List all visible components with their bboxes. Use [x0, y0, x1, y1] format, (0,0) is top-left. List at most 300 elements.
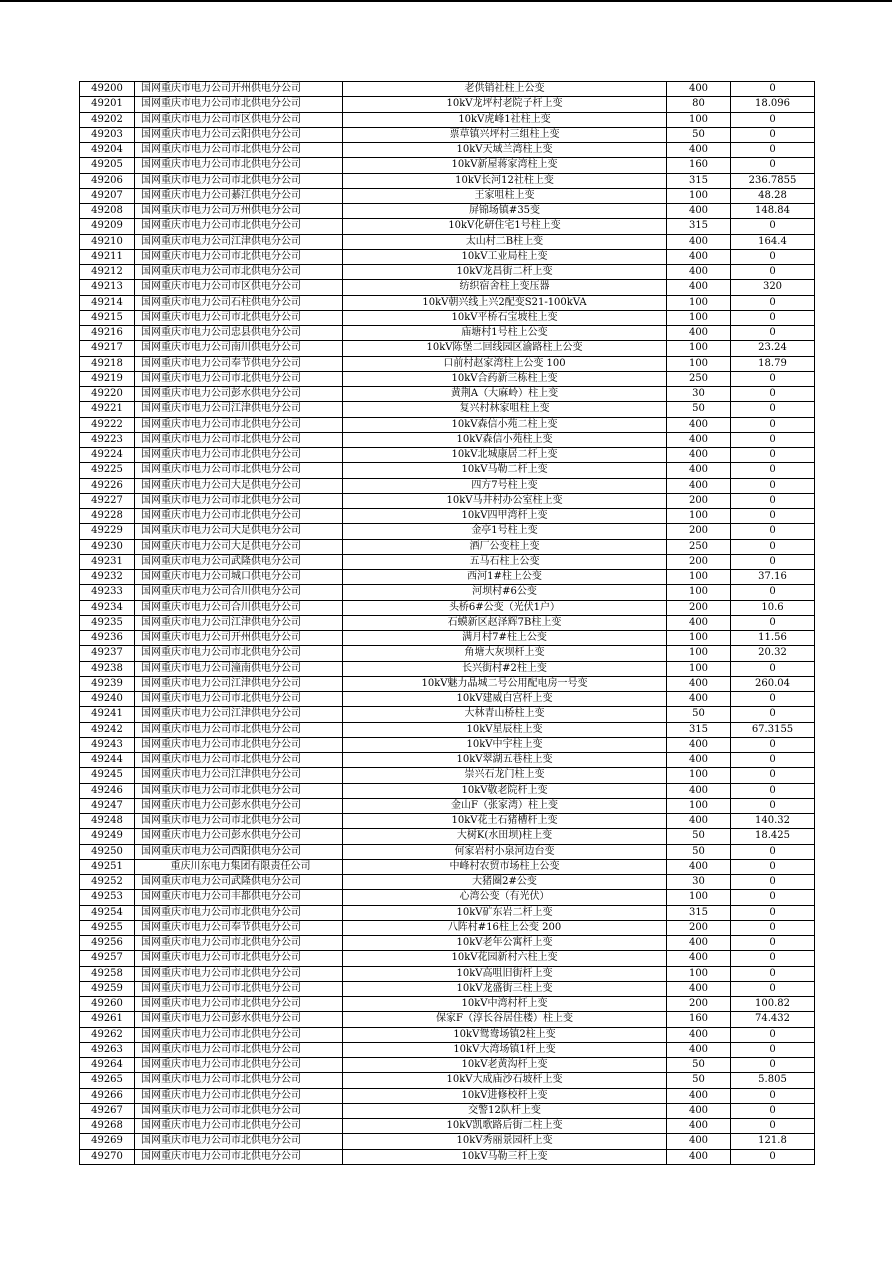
transformer-name-cell: 10kV矿东岩二杆上变: [343, 905, 667, 920]
company-cell: 国网重庆市电力公司大足供电分公司: [135, 539, 343, 554]
capacity-cell: 100: [667, 966, 731, 981]
capacity-cell: 200: [667, 920, 731, 935]
capacity-cell: 400: [667, 1027, 731, 1042]
value-cell: 0: [731, 981, 815, 996]
transformer-name-cell: 大树K(水田坝)柱上变: [343, 829, 667, 844]
row-id-cell: 49224: [80, 448, 135, 463]
company-cell: 国网重庆市电力公司市北供电分公司: [135, 783, 343, 798]
company-cell: 国网重庆市电力公司酉阳供电分公司: [135, 844, 343, 859]
capacity-cell: 160: [667, 1012, 731, 1027]
transformer-name-cell: 10kV北城康居二杆上变: [343, 448, 667, 463]
capacity-cell: 30: [667, 875, 731, 890]
value-cell: 0: [731, 783, 815, 798]
row-id-cell: 49215: [80, 310, 135, 325]
table-row: [80, 493, 815, 508]
capacity-cell: 100: [667, 295, 731, 310]
row-id-cell: 49217: [80, 341, 135, 356]
capacity-cell: 160: [667, 158, 731, 173]
transformer-name-cell: 10kV大成庙沙石坡杆上变: [343, 1073, 667, 1088]
transformer-name-cell: 大猪圈2#公变: [343, 875, 667, 890]
row-id-cell: 49262: [80, 1027, 135, 1042]
table-body: [80, 82, 815, 1165]
company-cell: 国网重庆市电力公司市北供电分公司: [135, 1058, 343, 1073]
company-cell: 国网重庆市电力公司市北供电分公司: [135, 509, 343, 524]
transformer-name-cell: 10kV龙昌街二杆上变: [343, 265, 667, 280]
capacity-cell: 400: [667, 234, 731, 249]
row-id-cell: 49220: [80, 387, 135, 402]
table-row: [80, 310, 815, 325]
table-row: [80, 554, 815, 569]
table-row: [80, 82, 815, 97]
value-cell: 67.3155: [731, 722, 815, 737]
value-cell: 121.8: [731, 1134, 815, 1149]
capacity-cell: 50: [667, 707, 731, 722]
company-cell: 国网重庆市电力公司江津供电分公司: [135, 676, 343, 691]
transformer-name-cell: 屏锦场镇#35变: [343, 204, 667, 219]
transformer-name-cell: 金山F（张家湾）柱上变: [343, 798, 667, 813]
value-cell: 0: [731, 493, 815, 508]
transformer-name-cell: 金亭1号柱上变: [343, 524, 667, 539]
value-cell: 0: [731, 859, 815, 874]
capacity-cell: 200: [667, 600, 731, 615]
value-cell: 0: [731, 539, 815, 554]
transformer-name-cell: 四方7号柱上变: [343, 478, 667, 493]
transformer-name-cell: 10kV马井村办公室柱上变: [343, 493, 667, 508]
transformer-name-cell: 10kV中湾村杆上变: [343, 997, 667, 1012]
capacity-cell: 100: [667, 585, 731, 600]
row-id-cell: 49256: [80, 936, 135, 951]
table-row: [80, 936, 815, 951]
row-id-cell: 49208: [80, 204, 135, 219]
table-row: [80, 265, 815, 280]
transformer-name-cell: 10kV合药新三栋柱上变: [343, 371, 667, 386]
company-cell: 国网重庆市电力公司大足供电分公司: [135, 524, 343, 539]
company-cell: 国网重庆市电力公司武隆供电分公司: [135, 875, 343, 890]
table-row: [80, 966, 815, 981]
value-cell: 0: [731, 966, 815, 981]
transformer-name-cell: 票草镇兴坪村三组柱上变: [343, 127, 667, 142]
row-id-cell: 49242: [80, 722, 135, 737]
capacity-cell: 30: [667, 387, 731, 402]
table-row: [80, 997, 815, 1012]
transformer-name-cell: 10kV工业局柱上变: [343, 249, 667, 264]
company-cell: 国网重庆市电力公司市北供电分公司: [135, 951, 343, 966]
table-row: [80, 1103, 815, 1118]
company-cell: 国网重庆市电力公司合川供电分公司: [135, 585, 343, 600]
transformer-name-cell: 10kV中宇柱上变: [343, 737, 667, 752]
transformer-name-cell: 10kV陈堡二回线园区渝路柱上公变: [343, 341, 667, 356]
transformer-name-cell: 10kV建威白宫杆上变: [343, 692, 667, 707]
table-row: [80, 844, 815, 859]
transformer-name-cell: 10kV高咀旧街杆上变: [343, 966, 667, 981]
capacity-cell: 315: [667, 219, 731, 234]
company-cell: 国网重庆市电力公司市北供电分公司: [135, 737, 343, 752]
row-id-cell: 49258: [80, 966, 135, 981]
row-id-cell: 49200: [80, 82, 135, 97]
company-cell: 国网重庆市电力公司江津供电分公司: [135, 707, 343, 722]
row-id-cell: 49233: [80, 585, 135, 600]
capacity-cell: 400: [667, 1088, 731, 1103]
table-row: [80, 875, 815, 890]
capacity-cell: 400: [667, 737, 731, 752]
table-row: [80, 143, 815, 158]
company-cell: 国网重庆市电力公司市北供电分公司: [135, 448, 343, 463]
transformer-name-cell: 10kV龙坪村老院子杆上变: [343, 97, 667, 112]
value-cell: 0: [731, 753, 815, 768]
row-id-cell: 49246: [80, 783, 135, 798]
row-id-cell: 49265: [80, 1073, 135, 1088]
row-id-cell: 49249: [80, 829, 135, 844]
row-id-cell: 49234: [80, 600, 135, 615]
capacity-cell: 50: [667, 402, 731, 417]
row-id-cell: 49266: [80, 1088, 135, 1103]
capacity-cell: 50: [667, 844, 731, 859]
row-id-cell: 49213: [80, 280, 135, 295]
company-cell: 国网重庆市电力公司开州供电分公司: [135, 82, 343, 97]
transformer-name-cell: 崇兴石龙门柱上变: [343, 768, 667, 783]
company-cell: 国网重庆市电力公司市北供电分公司: [135, 371, 343, 386]
company-cell: 国网重庆市电力公司市北供电分公司: [135, 997, 343, 1012]
row-id-cell: 49244: [80, 753, 135, 768]
value-cell: 0: [731, 1088, 815, 1103]
capacity-cell: 315: [667, 722, 731, 737]
transformer-name-cell: 10kV四甲湾杆上变: [343, 509, 667, 524]
table-row: [80, 722, 815, 737]
table-row: [80, 1088, 815, 1103]
table-row: [80, 432, 815, 447]
row-id-cell: 49229: [80, 524, 135, 539]
company-cell: 国网重庆市电力公司市北供电分公司: [135, 265, 343, 280]
company-cell: 国网重庆市电力公司武隆供电分公司: [135, 554, 343, 569]
capacity-cell: 400: [667, 814, 731, 829]
capacity-cell: 400: [667, 1149, 731, 1164]
value-cell: 0: [731, 615, 815, 630]
capacity-cell: 400: [667, 615, 731, 630]
company-cell: 国网重庆市电力公司市北供电分公司: [135, 158, 343, 173]
value-cell: 0: [731, 402, 815, 417]
value-cell: 0: [731, 875, 815, 890]
capacity-cell: 400: [667, 1134, 731, 1149]
company-cell: 国网重庆市电力公司彭水供电分公司: [135, 798, 343, 813]
capacity-cell: 315: [667, 173, 731, 188]
transformer-name-cell: 10kV敬老院杆上变: [343, 783, 667, 798]
company-cell: 国网重庆市电力公司市北供电分公司: [135, 1134, 343, 1149]
value-cell: 0: [731, 844, 815, 859]
row-id-cell: 49209: [80, 219, 135, 234]
row-id-cell: 49218: [80, 356, 135, 371]
capacity-cell: 400: [667, 82, 731, 97]
capacity-cell: 400: [667, 1042, 731, 1057]
company-cell: 国网重庆市电力公司市北供电分公司: [135, 646, 343, 661]
row-id-cell: 49247: [80, 798, 135, 813]
capacity-cell: 100: [667, 112, 731, 127]
table-row: [80, 173, 815, 188]
company-cell: 国网重庆市电力公司奉节供电分公司: [135, 920, 343, 935]
value-cell: 140.32: [731, 814, 815, 829]
transformer-name-cell: 大林青山桥柱上变: [343, 707, 667, 722]
value-cell: 236.7855: [731, 173, 815, 188]
transformer-name-cell: 黄荆A（大麻岭）柱上变: [343, 387, 667, 402]
company-cell: 国网重庆市电力公司市北供电分公司: [135, 1088, 343, 1103]
value-cell: 18.425: [731, 829, 815, 844]
value-cell: 18.096: [731, 97, 815, 112]
value-cell: 148.84: [731, 204, 815, 219]
company-cell: 国网重庆市电力公司市北供电分公司: [135, 310, 343, 325]
table-row: [80, 127, 815, 142]
table-row: [80, 158, 815, 173]
transformer-name-cell: 10kV大湾场镇1杆上变: [343, 1042, 667, 1057]
table-row: [80, 814, 815, 829]
table-row: [80, 1119, 815, 1134]
row-id-cell: 49203: [80, 127, 135, 142]
value-cell: 0: [731, 554, 815, 569]
capacity-cell: 100: [667, 356, 731, 371]
capacity-cell: 400: [667, 417, 731, 432]
company-cell: 国网重庆市电力公司云阳供电分公司: [135, 127, 343, 142]
value-cell: 5.805: [731, 1073, 815, 1088]
value-cell: 0: [731, 371, 815, 386]
table-row: [80, 600, 815, 615]
capacity-cell: 400: [667, 936, 731, 951]
value-cell: 0: [731, 127, 815, 142]
table-row: [80, 920, 815, 935]
value-cell: 260.04: [731, 676, 815, 691]
transformer-name-cell: 10kV魅力晶城二号公用配电房一号变: [343, 676, 667, 691]
transformer-name-cell: 10kV进修校杆上变: [343, 1088, 667, 1103]
row-id-cell: 49245: [80, 768, 135, 783]
row-id-cell: 49252: [80, 875, 135, 890]
capacity-cell: 400: [667, 981, 731, 996]
company-cell: 国网重庆市电力公司南川供电分公司: [135, 341, 343, 356]
row-id-cell: 49219: [80, 371, 135, 386]
row-id-cell: 49259: [80, 981, 135, 996]
table-row: [80, 539, 815, 554]
table-row: [80, 341, 815, 356]
company-cell: 国网重庆市电力公司市北供电分公司: [135, 905, 343, 920]
row-id-cell: 49254: [80, 905, 135, 920]
table-row: [80, 783, 815, 798]
table-row: [80, 280, 815, 295]
capacity-cell: 250: [667, 539, 731, 554]
transformer-name-cell: 何家岩村小泉河边台变: [343, 844, 667, 859]
table-row: [80, 768, 815, 783]
row-id-cell: 49237: [80, 646, 135, 661]
transformer-name-cell: 10kV老黄沟杆上变: [343, 1058, 667, 1073]
value-cell: 74.432: [731, 1012, 815, 1027]
capacity-cell: 400: [667, 1119, 731, 1134]
company-cell: 国网重庆市电力公司市北供电分公司: [135, 432, 343, 447]
transformer-name-cell: 纺织宿舍柱上变压器: [343, 280, 667, 295]
row-id-cell: 49210: [80, 234, 135, 249]
value-cell: 0: [731, 661, 815, 676]
value-cell: 0: [731, 432, 815, 447]
capacity-cell: 100: [667, 509, 731, 524]
value-cell: 0: [731, 478, 815, 493]
row-id-cell: 49201: [80, 97, 135, 112]
value-cell: 0: [731, 1058, 815, 1073]
capacity-cell: 400: [667, 692, 731, 707]
table-row: [80, 981, 815, 996]
capacity-cell: 400: [667, 432, 731, 447]
company-cell: 国网重庆市电力公司市北供电分公司: [135, 753, 343, 768]
capacity-cell: 400: [667, 448, 731, 463]
company-cell: 国网重庆市电力公司市北供电分公司: [135, 1073, 343, 1088]
value-cell: 0: [731, 112, 815, 127]
transformer-name-cell: 10kV龙盛街三柱上变: [343, 981, 667, 996]
row-id-cell: 49260: [80, 997, 135, 1012]
table-row: [80, 661, 815, 676]
company-cell: 国网重庆市电力公司石柱供电分公司: [135, 295, 343, 310]
transformer-name-cell: 长兴街村#2柱上变: [343, 661, 667, 676]
value-cell: 0: [731, 158, 815, 173]
value-cell: 0: [731, 249, 815, 264]
row-id-cell: 49227: [80, 493, 135, 508]
table-row: [80, 615, 815, 630]
transformer-name-cell: 心湾公变（有光伏）: [343, 890, 667, 905]
value-cell: 0: [731, 1119, 815, 1134]
capacity-cell: 400: [667, 249, 731, 264]
value-cell: 10.6: [731, 600, 815, 615]
transformer-name-cell: 10kV老年公寓杆上变: [343, 936, 667, 951]
company-cell: 国网重庆市电力公司江津供电分公司: [135, 768, 343, 783]
row-id-cell: 49240: [80, 692, 135, 707]
table-row: [80, 1073, 815, 1088]
capacity-cell: 80: [667, 97, 731, 112]
value-cell: 0: [731, 890, 815, 905]
capacity-cell: 100: [667, 341, 731, 356]
company-cell: 国网重庆市电力公司市北供电分公司: [135, 249, 343, 264]
value-cell: 0: [731, 219, 815, 234]
table-row: [80, 326, 815, 341]
row-id-cell: 49223: [80, 432, 135, 447]
capacity-cell: 400: [667, 753, 731, 768]
value-cell: 0: [731, 1149, 815, 1164]
capacity-cell: 100: [667, 890, 731, 905]
row-id-cell: 49205: [80, 158, 135, 173]
value-cell: 0: [731, 463, 815, 478]
company-cell: 国网重庆市电力公司市北供电分公司: [135, 722, 343, 737]
row-id-cell: 49204: [80, 143, 135, 158]
transformer-name-cell: 河坝村#6公变: [343, 585, 667, 600]
company-cell: 国网重庆市电力公司潼南供电分公司: [135, 661, 343, 676]
company-cell: 国网重庆市电力公司綦江供电分公司: [135, 188, 343, 203]
table-row: [80, 676, 815, 691]
transformer-name-cell: 10kV花园新村六柱上变: [343, 951, 667, 966]
transformer-name-cell: 石蟆新区赵泽辉7B柱上变: [343, 615, 667, 630]
row-id-cell: 49239: [80, 676, 135, 691]
row-id-cell: 49243: [80, 737, 135, 752]
capacity-cell: 400: [667, 463, 731, 478]
value-cell: 0: [731, 1027, 815, 1042]
row-id-cell: 49207: [80, 188, 135, 203]
table-row: [80, 737, 815, 752]
capacity-cell: 50: [667, 1073, 731, 1088]
transformer-data-table: [79, 81, 815, 1165]
row-id-cell: 49225: [80, 463, 135, 478]
row-id-cell: 49263: [80, 1042, 135, 1057]
value-cell: 0: [731, 265, 815, 280]
company-cell: 国网重庆市电力公司江津供电分公司: [135, 615, 343, 630]
table-row: [80, 1058, 815, 1073]
value-cell: 0: [731, 920, 815, 935]
capacity-cell: 250: [667, 371, 731, 386]
company-cell: 国网重庆市电力公司市北供电分公司: [135, 417, 343, 432]
value-cell: 23.24: [731, 341, 815, 356]
row-id-cell: 49231: [80, 554, 135, 569]
capacity-cell: 100: [667, 646, 731, 661]
transformer-name-cell: 10kV化研住宅1号柱上变: [343, 219, 667, 234]
value-cell: 0: [731, 295, 815, 310]
transformer-name-cell: 10kV天域兰湾柱上变: [343, 143, 667, 158]
company-cell: 国网重庆市电力公司彭水供电分公司: [135, 387, 343, 402]
company-cell: 国网重庆市电力公司大足供电分公司: [135, 478, 343, 493]
company-cell: 国网重庆市电力公司彭水供电分公司: [135, 1012, 343, 1027]
capacity-cell: 50: [667, 1058, 731, 1073]
value-cell: 37.16: [731, 570, 815, 585]
transformer-name-cell: 10kV新屋蒋家湾柱上变: [343, 158, 667, 173]
company-cell: 国网重庆市电力公司江津供电分公司: [135, 402, 343, 417]
value-cell: 0: [731, 417, 815, 432]
company-cell: 国网重庆市电力公司忠县供电分公司: [135, 326, 343, 341]
company-cell: 国网重庆市电力公司彭水供电分公司: [135, 829, 343, 844]
table-row: [80, 387, 815, 402]
company-cell: 国网重庆市电力公司奉节供电分公司: [135, 356, 343, 371]
company-cell: 国网重庆市电力公司市北供电分公司: [135, 143, 343, 158]
capacity-cell: 100: [667, 768, 731, 783]
table-row: [80, 829, 815, 844]
transformer-name-cell: 10kV森信小苑柱上变: [343, 432, 667, 447]
transformer-name-cell: 满月村7#柱上公变: [343, 631, 667, 646]
value-cell: 0: [731, 448, 815, 463]
row-id-cell: 49230: [80, 539, 135, 554]
company-cell: 国网重庆市电力公司江津供电分公司: [135, 234, 343, 249]
row-id-cell: 49236: [80, 631, 135, 646]
row-id-cell: 49202: [80, 112, 135, 127]
company-cell: 国网重庆市电力公司市北供电分公司: [135, 936, 343, 951]
row-id-cell: 49216: [80, 326, 135, 341]
company-cell: 国网重庆市电力公司市北供电分公司: [135, 1119, 343, 1134]
row-id-cell: 49264: [80, 1058, 135, 1073]
value-cell: 0: [731, 905, 815, 920]
company-cell: 国网重庆市电力公司丰都供电分公司: [135, 890, 343, 905]
company-cell: 国网重庆市电力公司市区供电分公司: [135, 280, 343, 295]
table-row: [80, 112, 815, 127]
table-row: [80, 692, 815, 707]
capacity-cell: 200: [667, 524, 731, 539]
table-row: [80, 905, 815, 920]
top-border-line: [0, 0, 892, 2]
capacity-cell: 400: [667, 143, 731, 158]
transformer-name-cell: 10kV凯歌路后街二柱上变: [343, 1119, 667, 1134]
transformer-name-cell: 中峰村农贸市场柱上公变: [343, 859, 667, 874]
transformer-name-cell: 头桥6#公变（光伏1户）: [343, 600, 667, 615]
table-row: [80, 234, 815, 249]
capacity-cell: 400: [667, 859, 731, 874]
company-cell: 国网重庆市电力公司城口供电分公司: [135, 570, 343, 585]
capacity-cell: 100: [667, 570, 731, 585]
row-id-cell: 49251: [80, 859, 135, 874]
transformer-name-cell: 10kV朝兴线上兴2配变S21-100kVA: [343, 295, 667, 310]
company-cell: 重庆川东电力集团有限责任公司: [135, 859, 343, 874]
row-id-cell: 49250: [80, 844, 135, 859]
table-row: [80, 478, 815, 493]
row-id-cell: 49241: [80, 707, 135, 722]
row-id-cell: 49206: [80, 173, 135, 188]
value-cell: 0: [731, 387, 815, 402]
transformer-name-cell: 10kV虎峰1社柱上变: [343, 112, 667, 127]
capacity-cell: 200: [667, 493, 731, 508]
value-cell: 0: [731, 798, 815, 813]
